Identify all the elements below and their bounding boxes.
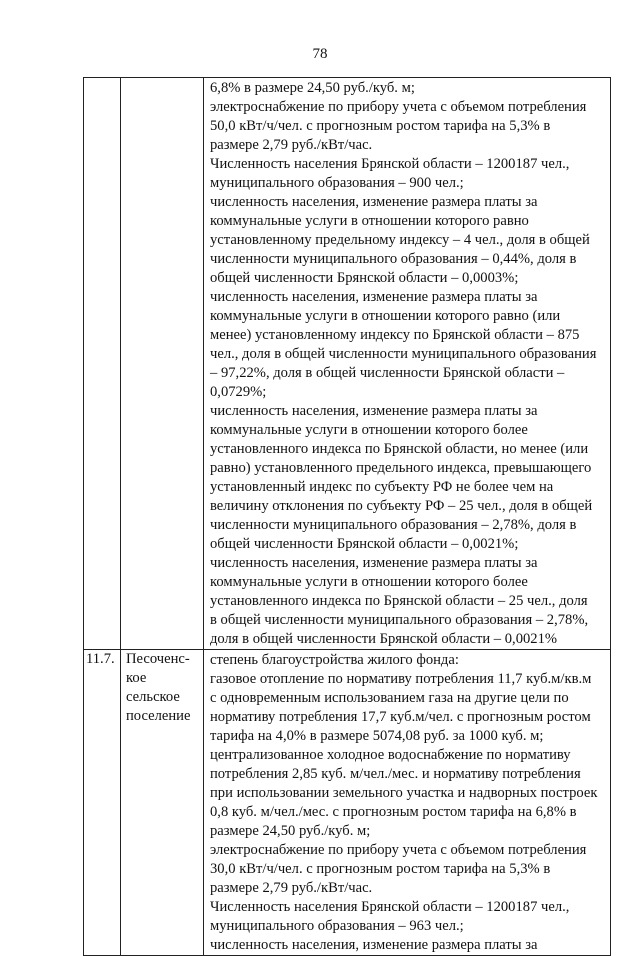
text-line: коммунальные услуги в отношении которого равно [210,213,529,229]
settlement-name-line: Песоченс- [126,651,190,667]
text-line: тарифа на 4,0% в размере 5074,08 руб. за 1000 куб. м; [210,728,544,744]
text-line: централизованное холодное водоснабжение по нормативу [210,747,571,763]
text-line: степень благоустройства жилого фонда: [210,652,459,668]
text-line: газовое отопление по нормативу потребления 11,7 куб.м/кв.м [210,671,592,687]
text-line: равно) установленного предельного индекса, превышающего [210,460,592,476]
row-number-cell [84,650,121,956]
table-body [84,78,611,956]
text-line: 6,8% в размере 24,50 руб./куб. м; [210,80,415,96]
text-line: численности муниципального образования – 2,78%, доля в [210,517,577,533]
text-line: электроснабжение по прибору учета с объемом потребления [210,99,587,115]
settlement-name-line: кое [126,670,147,686]
text-line: 0,8 куб. м/чел./мес. с прогнозным ростом тарифа на 6,8% в [210,804,577,820]
text-line: чел., доля в общей численности муниципального образования [210,346,597,362]
text-line: коммунальные услуги в отношении которого равно (или [210,308,561,324]
text-line: величину отклонения по субъекту РФ – 25 чел., доля в общей [210,498,593,514]
text-line: численность населения, изменение размера платы за [210,403,538,419]
document-table [83,77,611,956]
text-line: установленному предельному индексу – 4 чел., доля в общей [210,232,590,248]
text-line: с одновременным использованием газа на другие цели по [210,690,569,706]
text-line: численность населения, изменение размера платы за [210,555,538,571]
settlement-name-cell [121,78,204,650]
settlement-name-line: сельское [126,689,180,705]
text-line: установленный индекс по субъекту РФ не более чем на [210,479,554,495]
text-line: электроснабжение по прибору учета с объемом потребления [210,842,587,858]
text-line: в общей численности муниципального образования – 2,78%, [210,612,589,628]
text-line: размере 2,79 руб./кВт/час. [210,137,373,153]
description-cell [204,650,611,956]
text-line: коммунальные услуги в отношении которого более [210,574,528,590]
text-line: общей численности Брянской области – 0,0021%; [210,536,519,552]
text-line: муниципального образования – 900 чел.; [210,175,464,191]
text-line: коммунальные услуги в отношении которого более [210,422,528,438]
text-line: доля в общей численности Брянской области – 0,0021% [210,631,558,647]
text-line: размере 2,79 руб./кВт/час. [210,880,373,896]
settlement-name-cell [121,650,204,956]
text-line: установленного индекса по Брянской области, но менее (или [210,441,589,457]
text-line: нормативу потребления 17,7 куб.м/чел. с прогнозным ростом [210,709,591,725]
text-line: 50,0 кВт/ч/чел. с прогнозным ростом тарифа на 5,3% в [210,118,551,134]
text-line: муниципального образования – 963 чел.; [210,918,464,934]
text-line: – 97,22%, доля в общей численности Брянской области – [210,365,565,381]
text-line: установленного индекса по Брянской области – 25 чел., доля [210,593,588,609]
table-row [84,78,611,650]
text-line: 30,0 кВт/ч/чел. с прогнозным ростом тарифа на 5,3% в [210,861,551,877]
text-line: численности муниципального образования – 0,44%, доля в [210,251,577,267]
text-line: Численность населения Брянской области – 1200187 чел., [210,156,570,172]
text-line: потребления 2,85 куб. м/чел./мес. и нормативу потребления [210,766,581,782]
text-line: менее) установленному индексу по Брянской области – 875 [210,327,580,343]
description-cell [204,78,611,650]
page-number: 78 [312,46,328,62]
text-line: Численность населения Брянской области – 1200187 чел., [210,899,570,915]
text-line: численность населения, изменение размера платы за [210,289,538,305]
text-line: при использовании земельного участка и надворных построек [210,785,598,801]
row-number: 11.7. [86,651,115,667]
text-line: 0,0729%; [210,384,267,400]
settlement-name-line: поселение [126,708,191,724]
text-line: размере 24,50 руб./куб. м; [210,823,371,839]
row-number-cell [84,78,121,650]
table-row [84,650,611,956]
text-line: численность населения, изменение размера платы за [210,937,538,953]
text-line: общей численности Брянской области – 0,0003%; [210,270,519,286]
text-line: численность населения, изменение размера платы за [210,194,538,210]
